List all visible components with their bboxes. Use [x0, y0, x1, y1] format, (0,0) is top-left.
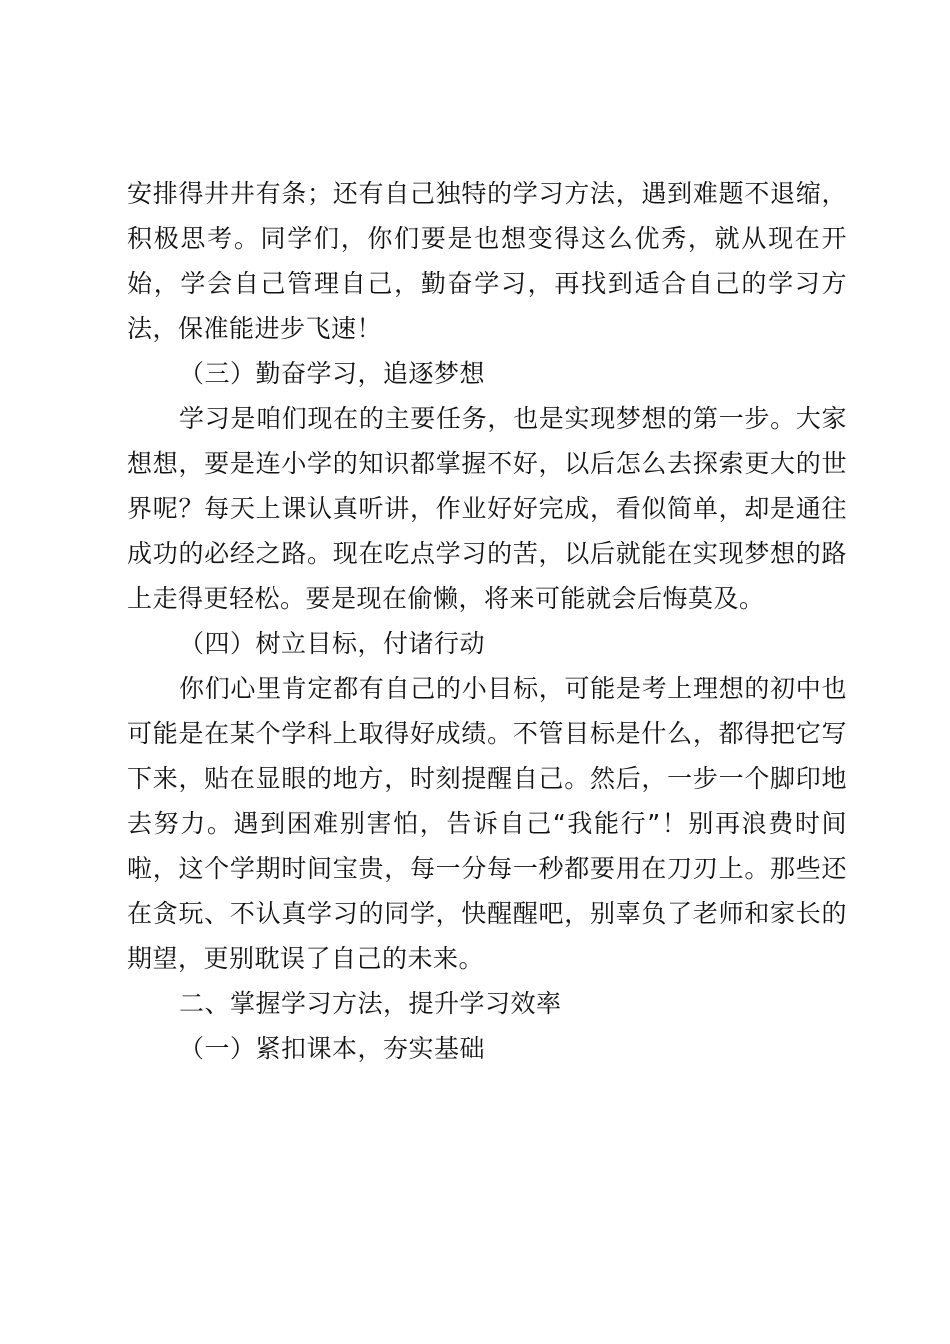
- subheading-three: （三）勤奋学习，追逐梦想: [179, 359, 486, 388]
- section-heading-two: 二、掌握学习方法，提升学习效率: [179, 989, 562, 1018]
- document-body: [127, 171, 847, 1071]
- subheading-one: （一）紧扣课本，夯实基础: [179, 1034, 486, 1063]
- body-paragraph-goals: 你们心里肯定都有自己的小目标，可能是考上理想的初中也可能是在某个学科上取得好成绩。不管目标是什么，都得把它写下来，贴在显眼的地方，时刻提醒自己。然后，一步一个脚印地去努力。遇到困难别害怕，告诉自己“我能行”！别再浪费时间啦，这个学期时间宝贵，每一分每一秒都要用在刀刃上。那些还在贪玩、不认真学习的同学，快醒醒吧，别辜负了老师和家长的期望，更别耽误了自己的未来。: [127, 674, 847, 973]
- subheading-four: （四）树立目标，付诸行动: [179, 629, 486, 658]
- body-paragraph-continuation: 安排得井井有条；还有自己独特的学习方法，遇到难题不退缩，积极思考。同学们，你们要是也想变得这么优秀，就从现在开始，学会自己管理自己，勤奋学习，再找到适合自己的学习方法，保准能进步飞速！: [127, 179, 847, 343]
- body-paragraph-study: 学习是咱们现在的主要任务，也是实现梦想的第一步。大家想想，要是连小学的知识都掌握不好，以后怎么去探索更大的世界呢？每天上课认真听讲，作业好好完成，看似简单，却是通往成功的必经之路。现在吃点学习的苦，以后就能在实现梦想的路上走得更轻松。要是现在偷懒，将来可能就会后悔莫及。: [127, 404, 847, 613]
